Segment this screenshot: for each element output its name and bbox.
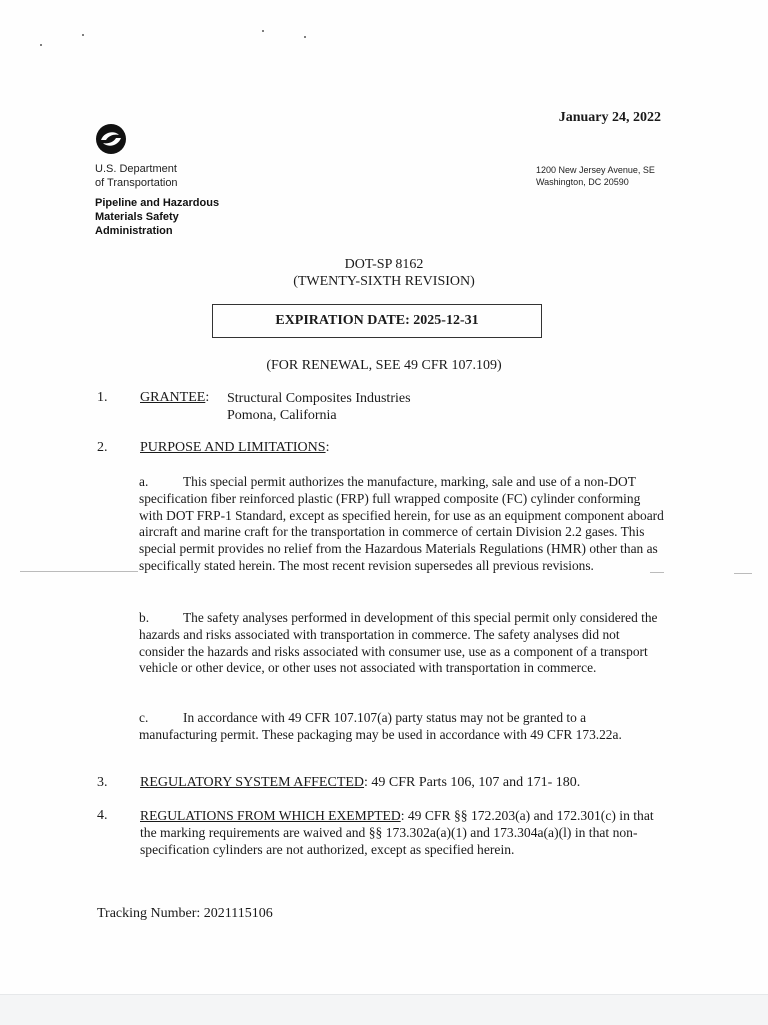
department-line: of Transportation [95,177,178,189]
scan-artifact-line [650,572,664,573]
paragraph-text: The safety analyses performed in development of this special permit only considered the hazards and risks associated with transportation in commerce. The safety analyses did not consider the hazards and risks associated with consumer use, use as a component of a transport vehicle or other device, or other uses not associated with transportation in commerce. [139,610,658,676]
permit-revision: (TWENTY-SIXTH REVISION) [293,274,475,289]
scan-speck [262,30,264,32]
address-line: Washington, DC 20590 [536,177,629,187]
tracking-number: Tracking Number: 2021115106 [97,906,273,921]
expiration-date: EXPIRATION DATE: 2025-12-31 [275,313,479,328]
section-heading-purpose [140,440,329,456]
paragraph-label: b. [139,610,150,625]
paragraph-2a [139,474,664,575]
paragraph-label: c. [139,710,149,725]
section-number: 4. [97,808,108,823]
section-number: 2. [97,440,108,455]
letter-date: January 24, 2022 [558,110,661,125]
expiration-box [212,304,542,338]
heading-text: REGULATIONS FROM WHICH EXEMPTED [140,808,401,823]
scan-speck [40,44,42,46]
paragraph-2b [139,610,664,677]
paragraph-text: This special permit authorizes the manufacture, marking, sale and use of a non-DOT specification fiber reinforced plastic (FRP) full wrapped composite (FC) cylinder conforming with DOT FRP-1 Standard, except as specified herein, for use as an equipment component aboard aircraft and marine craft for the transportation in commerce of certain Division 2.2 gases. This special permit provides no relief from the Hazardous Materials Regulations (HMR) other than as specifically stated herein. The most recent revision supersedes all previous revisions. [139,474,664,573]
paragraph-text: In accordance with 49 CFR 107.107(a) party status may not be granted to a manufacturing permit. These packaging may be used in accordance with 49 CFR 173.22a. [139,710,622,742]
agency-line: Administration [95,225,173,237]
agency-line: Pipeline and Hazardous [95,197,220,209]
heading-text: REGULATORY SYSTEM AFFECTED [140,775,365,790]
permit-number: DOT-SP 8162 [344,257,424,272]
page-bottom-edge [0,994,768,1025]
dot-logo-icon [95,123,127,155]
heading-text: PURPOSE AND LIMITATIONS [140,440,326,455]
grantee-name: Structural Composites Industries [227,391,411,406]
permit-title [0,256,768,290]
section-number: 3. [97,775,108,790]
paragraph-label: a. [139,474,149,489]
scan-speck [304,36,306,38]
agency-name [95,196,219,238]
office-address [536,164,655,188]
section-heading-regulatory [140,775,580,791]
renewal-note: (FOR RENEWAL, SEE 49 CFR 107.109) [266,358,502,373]
section-4-paragraph [140,808,664,858]
grantee-value [227,390,411,424]
department-line: U.S. Department [95,163,177,175]
address-line: 1200 New Jersey Avenue, SE [536,165,655,175]
heading-colon: : [205,390,210,405]
section-text: : 49 CFR Parts 106, 107 and 171- 180. [364,775,581,790]
section-number: 1. [97,390,108,405]
grantee-location: Pomona, California [227,408,337,423]
paragraph-2c [139,710,664,744]
agency-line: Materials Safety [95,211,179,223]
scan-speck [82,34,84,36]
scan-artifact-line [20,571,138,572]
section-heading-grantee [140,390,209,406]
heading-colon: : [325,440,330,455]
heading-text: GRANTEE [140,390,206,405]
scan-artifact-line [734,573,752,574]
section-text: : 49 CFR §§ 172.203(a) and 172.301(c) in that the marking requirements are waived and §§ 173.302a(a)(1) and 173.304a(a)(l) in that non-specification cylinders are not authorized, except as specified herein. [140,808,654,857]
department-name [95,162,178,190]
